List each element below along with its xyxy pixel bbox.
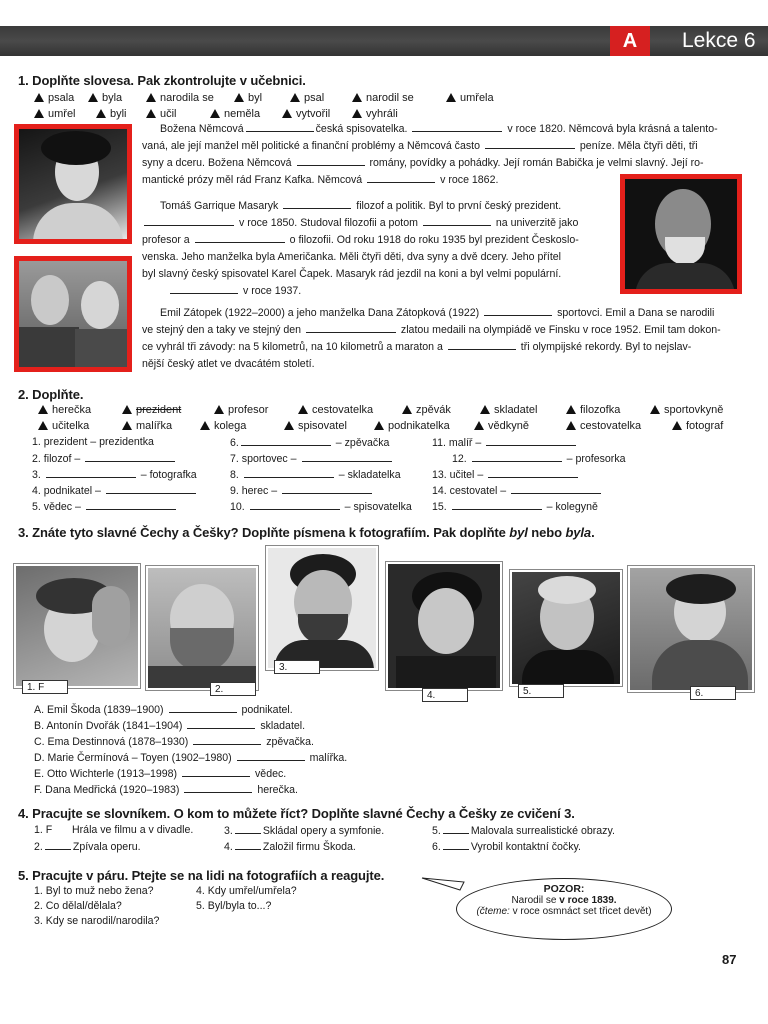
list-item: B. Antonín Dvořák (1841–1904) skladatel. bbox=[34, 720, 306, 732]
triangle-icon bbox=[352, 109, 362, 118]
note-bubble bbox=[456, 878, 672, 940]
triangle-icon bbox=[122, 405, 132, 414]
triangle-icon bbox=[282, 109, 292, 118]
word-item: byla bbox=[88, 92, 122, 104]
answer-blank[interactable] bbox=[511, 484, 601, 494]
word-item: umřel bbox=[34, 108, 76, 120]
triangle-icon bbox=[146, 93, 156, 102]
photo-4-caption: 4. bbox=[422, 688, 468, 702]
triangle-icon bbox=[210, 109, 220, 118]
triangle-icon bbox=[38, 421, 48, 430]
ex4-list bbox=[34, 824, 734, 858]
word-item: zpěvák bbox=[402, 404, 451, 416]
answer-blank[interactable] bbox=[241, 436, 331, 446]
answer-blank[interactable] bbox=[237, 751, 305, 761]
photo-1-medricka bbox=[14, 564, 140, 688]
list-item: 4. Kdy umřel/umřela? bbox=[196, 885, 297, 897]
photo-6-caption: 6. bbox=[690, 686, 736, 700]
photo-zatopek bbox=[14, 256, 132, 372]
answer-blank[interactable] bbox=[250, 500, 340, 510]
triangle-icon bbox=[374, 421, 384, 430]
word-item: cestovatelka bbox=[566, 420, 641, 432]
word-item: byli bbox=[96, 108, 127, 120]
word-item: spisovatel bbox=[284, 420, 347, 432]
answer-blank[interactable] bbox=[86, 500, 176, 510]
word-item: skladatel bbox=[480, 404, 537, 416]
list-item: 2. Co dělal/dělala? bbox=[34, 900, 122, 912]
list-item: 4. Založil firmu Škoda. bbox=[224, 841, 356, 853]
triangle-icon bbox=[474, 421, 484, 430]
answer-blank[interactable] bbox=[235, 840, 261, 850]
answer-blank[interactable] bbox=[85, 452, 175, 462]
list-item: 5. Byl/byla to...? bbox=[196, 900, 272, 912]
triangle-icon bbox=[480, 405, 490, 414]
answer-blank[interactable] bbox=[452, 500, 542, 510]
answer-blank[interactable] bbox=[302, 452, 392, 462]
exercise-4-title: 4. Pracujte se slovníkem. O kom to můžete říct? Doplňte slavné Čechy a Češky ze cvičení 3. bbox=[18, 806, 575, 821]
note-line-2: (čteme: v roce osmnáct set třicet devět) bbox=[476, 906, 652, 917]
answer-blank[interactable] bbox=[182, 767, 250, 777]
photo-nemcova bbox=[14, 124, 132, 244]
exercise-3-title: 3. Znáte tyto slavné Čechy a Češky? Doplňte písmena k fotografiím. Pak doplňte byl nebo byla. bbox=[18, 525, 595, 540]
photo-3-caption: 3. bbox=[274, 660, 320, 674]
page-number: 87 bbox=[722, 952, 737, 967]
note-line-1: Narodil se v roce 1839. bbox=[511, 895, 617, 906]
word-item: vytvořil bbox=[282, 108, 330, 120]
word-item: psala bbox=[34, 92, 74, 104]
exercise-1-title: 1. Doplňte slovesa. Pak zkontrolujte v učebnici. bbox=[18, 73, 306, 88]
word-item: kolega bbox=[200, 420, 246, 432]
triangle-icon bbox=[214, 405, 224, 414]
word-item: prezident bbox=[122, 404, 181, 416]
answer-blank[interactable] bbox=[443, 840, 469, 850]
answer-blank[interactable] bbox=[193, 735, 261, 745]
paragraph-nemcova: Božena Němcová česká spisovatelka. v roce 1820. Němcová byla krásná a talento- vaná, ale její manžel měl politické a finanční problémy a Němcová často peníze. Měla čtyři děti, tři syny a dceru. Božena Němcová romány, povídky a pohádky. Její román Babička je velmi slavný. Její ro- mantické prózy měl rád Franz Kafka. Němcová v roce 1862. bbox=[142, 123, 718, 186]
lesson-title: Lekce 6 bbox=[682, 29, 756, 52]
answer-blank[interactable] bbox=[244, 468, 334, 478]
word-item: narodila se bbox=[146, 92, 214, 104]
word-item: narodil se bbox=[352, 92, 414, 104]
triangle-icon bbox=[146, 109, 156, 118]
word-item: byl bbox=[234, 92, 262, 104]
word-item: herečka bbox=[38, 404, 91, 416]
triangle-icon bbox=[284, 421, 294, 430]
answer-blank[interactable] bbox=[486, 436, 576, 446]
paragraph-zatopek: Emil Zátopek (1922–2000) a jeho manželka Dana Zátopková (1922) sportovci. Emil a Dana se narodili ve stejný den a taky ve stejný den zlatou medaili na olympiádě ve Finsku v roce 1952. Emil tam dokon- ce vyhrál tři závody: na 5 kilometrů, na 10 kilometrů a maraton a tři olympijské rekordy. Byl to nejslav- nější český atlet ve dvacátém století. bbox=[142, 307, 721, 370]
triangle-icon bbox=[650, 405, 660, 414]
triangle-icon bbox=[96, 109, 106, 118]
word-item: fotograf bbox=[672, 420, 723, 432]
answer-blank[interactable] bbox=[184, 783, 252, 793]
list-item: F. Dana Medřická (1920–1983) herečka. bbox=[34, 784, 298, 796]
answer-blank[interactable] bbox=[187, 719, 255, 729]
answer-blank[interactable] bbox=[443, 824, 469, 834]
triangle-icon bbox=[34, 93, 44, 102]
list-item: A. Emil Škoda (1839–1900) podnikatel. bbox=[34, 704, 293, 716]
word-item: cestovatelka bbox=[298, 404, 373, 416]
section-badge: A bbox=[610, 26, 650, 56]
photo-1-caption: 1. F bbox=[22, 680, 68, 694]
list-item: 3. Kdy se narodil/narodila? bbox=[34, 915, 160, 927]
photo-4-toyen bbox=[386, 562, 502, 690]
triangle-icon bbox=[290, 93, 300, 102]
list-item: 3. Skládal opery a symfonie. bbox=[224, 825, 385, 837]
triangle-icon bbox=[566, 405, 576, 414]
answer-blank[interactable] bbox=[235, 824, 261, 834]
word-item: neměla bbox=[210, 108, 260, 120]
answer-blank[interactable] bbox=[282, 484, 372, 494]
triangle-icon bbox=[122, 421, 132, 430]
list-item: 1. F Hrála ve filmu a v divadle. bbox=[34, 824, 194, 836]
word-item: umřela bbox=[446, 92, 494, 104]
triangle-icon bbox=[402, 405, 412, 414]
triangle-icon bbox=[200, 421, 210, 430]
list-item: C. Ema Destinnová (1878–1930) zpěvačka. bbox=[34, 736, 314, 748]
triangle-icon bbox=[88, 93, 98, 102]
word-item: učitelka bbox=[38, 420, 89, 432]
answer-blank[interactable] bbox=[488, 468, 578, 478]
photo-5-skoda bbox=[510, 570, 622, 686]
exercise-2-title: 2. Doplňte. bbox=[18, 387, 84, 402]
list-item: E. Otto Wichterle (1913–1998) vědec. bbox=[34, 768, 287, 780]
exercise-5-title: 5. Pracujte v páru. Ptejte se na lidi na fotografiích a reagujte. bbox=[18, 868, 385, 883]
answer-blank[interactable] bbox=[169, 703, 237, 713]
word-item: psal bbox=[290, 92, 324, 104]
list-item: D. Marie Čermínová – Toyen (1902–1980) malířka. bbox=[34, 752, 348, 764]
triangle-icon bbox=[352, 93, 362, 102]
word-item: sportovkyně bbox=[650, 404, 723, 416]
answer-blank[interactable] bbox=[46, 468, 136, 478]
triangle-icon bbox=[234, 93, 244, 102]
triangle-icon bbox=[34, 109, 44, 118]
list-item: 5. Malovala surrealistické obrazy. bbox=[432, 825, 615, 837]
answer-blank[interactable] bbox=[45, 840, 71, 850]
word-item: učil bbox=[146, 108, 177, 120]
list-item: 2. Zpívala operu. bbox=[34, 841, 141, 853]
word-item: vědkyně bbox=[474, 420, 529, 432]
photo-2-wichterle bbox=[146, 566, 258, 690]
triangle-icon bbox=[566, 421, 576, 430]
photo-2-caption: 2. bbox=[210, 682, 256, 696]
triangle-icon bbox=[298, 405, 308, 414]
word-item: profesor bbox=[214, 404, 268, 416]
photo-6-destinnova bbox=[628, 566, 754, 692]
triangle-icon bbox=[672, 421, 682, 430]
triangle-icon bbox=[446, 93, 456, 102]
word-item: podnikatelka bbox=[374, 420, 450, 432]
word-item: vyhráli bbox=[352, 108, 398, 120]
triangle-icon bbox=[38, 405, 48, 414]
list-item: 6. Vyrobil kontaktní čočky. bbox=[432, 841, 581, 853]
answer-blank[interactable] bbox=[106, 484, 196, 494]
note-title: POZOR: bbox=[543, 883, 585, 895]
word-item: malířka bbox=[122, 420, 172, 432]
list-item: 1. Byl to muž nebo žena? bbox=[34, 885, 154, 897]
word-item: filozofka bbox=[566, 404, 620, 416]
header-bar bbox=[0, 26, 768, 56]
answer-blank[interactable] bbox=[472, 452, 562, 462]
photo-5-caption: 5. bbox=[518, 684, 564, 698]
photo-3-dvorak bbox=[266, 546, 378, 670]
photo-masaryk bbox=[620, 174, 742, 294]
paragraph-masaryk: Tomáš Garrique Masaryk filozof a politik. Byl to první český prezident. v roce 1850. Studoval filozofii a potom na univerzitě jako profesor a o filozofii. Od roku 1918 do roku 1935 byl prezident Českoslo- venska. Jeho manželka byla Američanka. Měli čtyři děti, dva syny a dvě dcery. Jeho přítel byl slavný český spisovatel Karel Čapek. Masaryk rád jezdil na koni a byl velmi populární. v roce 1937. bbox=[142, 200, 579, 297]
